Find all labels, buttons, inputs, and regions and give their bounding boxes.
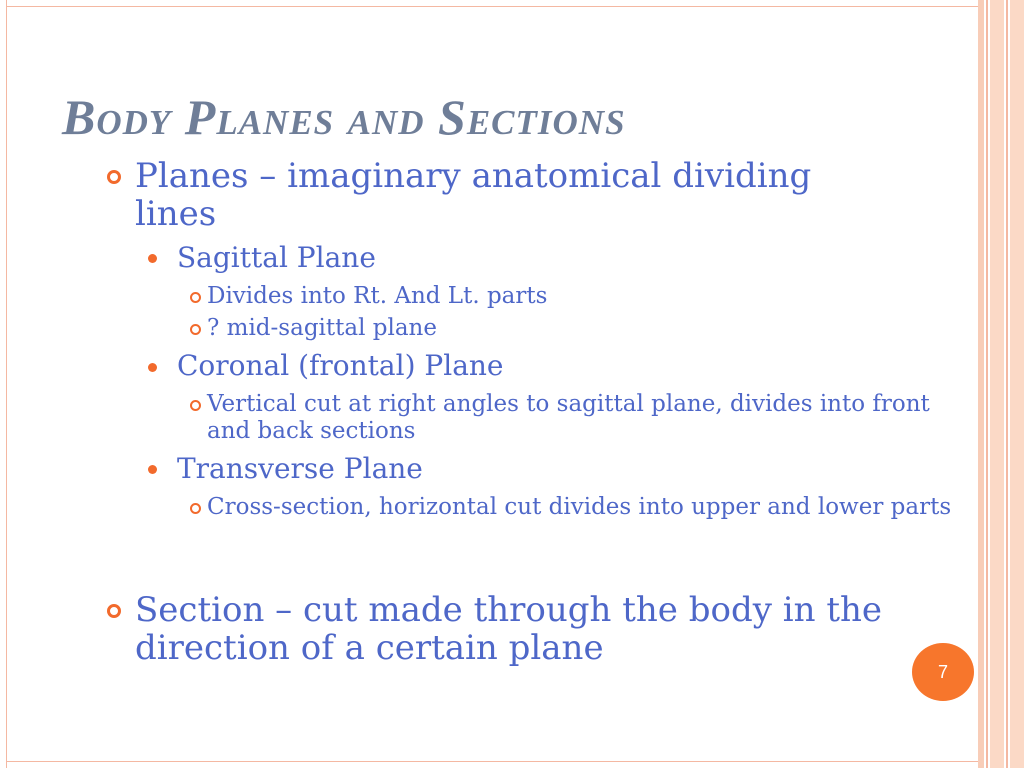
left-border-line: [6, 0, 7, 768]
bullet-level-2: [177, 350, 937, 382]
ring-bullet-icon: [190, 503, 201, 514]
bullet-text: ? mid-sagittal plane: [207, 315, 437, 341]
bullet-level-3: [207, 283, 907, 310]
bullet-text: Divides into Rt. And Lt. parts: [207, 283, 548, 309]
right-border-stripe: [986, 0, 988, 768]
right-border-stripe: [978, 0, 984, 768]
bullet-level-1: [135, 591, 945, 667]
bullet-text: Coronal (frontal) Plane: [177, 349, 504, 382]
dot-bullet-icon: [148, 254, 157, 263]
dot-bullet-icon: [148, 363, 157, 372]
bullet-level-2: [177, 453, 937, 485]
page-number-badge: 7: [912, 643, 974, 701]
ring-bullet-icon: [190, 400, 201, 411]
slide-title: Body Planes and Sections: [62, 89, 626, 145]
bullet-text: Sagittal Plane: [177, 241, 376, 274]
right-border-stripe: [1010, 0, 1024, 768]
bullet-level-2: [177, 242, 937, 274]
right-border-stripe: [1006, 0, 1008, 768]
ring-bullet-icon: [190, 292, 201, 303]
bottom-border-line: [6, 761, 984, 762]
bullet-text: Cross-section, horizontal cut divides into upper and lower parts: [207, 494, 952, 520]
ring-bullet-icon: [190, 324, 201, 335]
bullet-text: Planes – imaginary anatomical dividing lines: [135, 156, 812, 234]
bullet-text: Transverse Plane: [177, 452, 423, 485]
bullet-level-3: [207, 315, 907, 342]
bullet-text: Vertical cut at right angles to sagittal plane, divides into front and back sections: [207, 391, 930, 444]
bullet-level-1: [135, 157, 895, 233]
dot-bullet-icon: [148, 465, 157, 474]
bullet-level-3: [207, 494, 967, 521]
ring-bullet-icon: [107, 170, 121, 184]
bullet-level-3: [207, 391, 967, 445]
right-border-stripe: [990, 0, 1004, 768]
ring-bullet-icon: [107, 604, 121, 618]
bullet-text: Section – cut made through the body in the direction of a certain plane: [135, 590, 883, 668]
top-border-line: [6, 6, 984, 7]
